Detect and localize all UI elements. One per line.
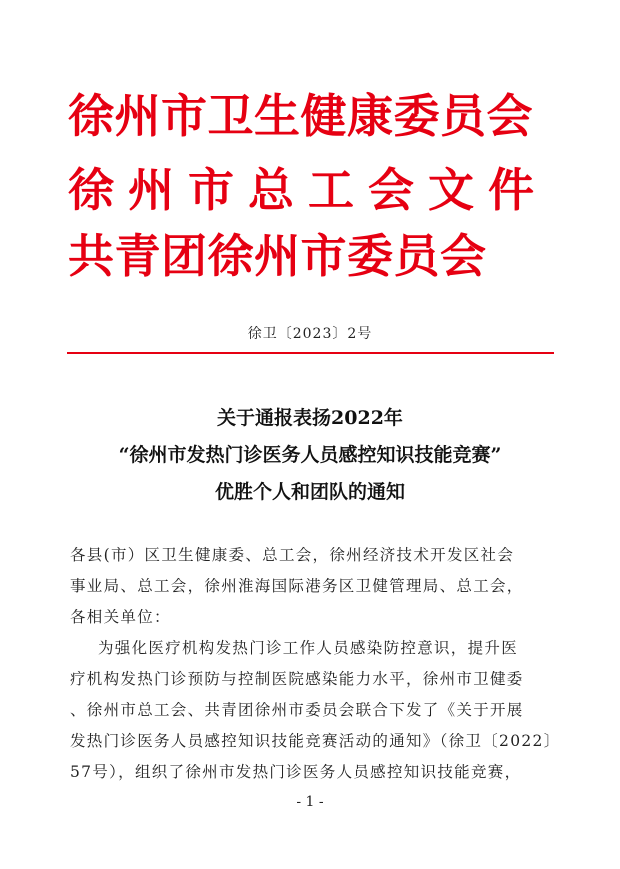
title-line-3: 优胜个人和团队的通知 — [214, 481, 405, 503]
body-line: 为强化医疗机构发热门诊工作人员感染防控意识，提升医 — [98, 639, 519, 657]
red-divider-rule — [67, 352, 554, 354]
title-line-1: 关于通报表扬2022年 — [217, 407, 403, 429]
body-line: 、徐州市总工会、共青团徐州市委员会联合下发了《关于开展 — [70, 701, 524, 719]
issuer-trade-union-document: 徐州市总工会文件 — [68, 163, 548, 217]
body-line: 事业局、总工会，徐州淮海国际港务区卫健管理局、总工会， — [70, 577, 524, 595]
body-line: 57号），组织了徐州市发热门诊医务人员感控知识技能竞赛， — [70, 763, 522, 781]
issuer-health-commission: 徐州市卫生健康委员会 — [68, 89, 533, 143]
body-line: 疗机构发热门诊预防与控制医院感染能力水平，徐州市卫健委 — [70, 670, 524, 688]
body-line: 各县(市）区卫生健康委、总工会，徐州经济技术开发区社会 — [70, 546, 515, 564]
page-number: - 1 - — [296, 794, 324, 810]
document-number: 徐卫〔2023〕2号 — [247, 326, 373, 342]
issuer-youth-league: 共青团徐州市委员会 — [68, 229, 487, 283]
body-line: 发热门诊医务人员感控知识技能竞赛活动的通知》（徐卫〔2022〕 — [70, 732, 561, 750]
title-line-2: “徐州市发热门诊医务人员感控知识技能竞赛” — [118, 444, 502, 466]
body-line: 各相关单位： — [70, 608, 171, 626]
